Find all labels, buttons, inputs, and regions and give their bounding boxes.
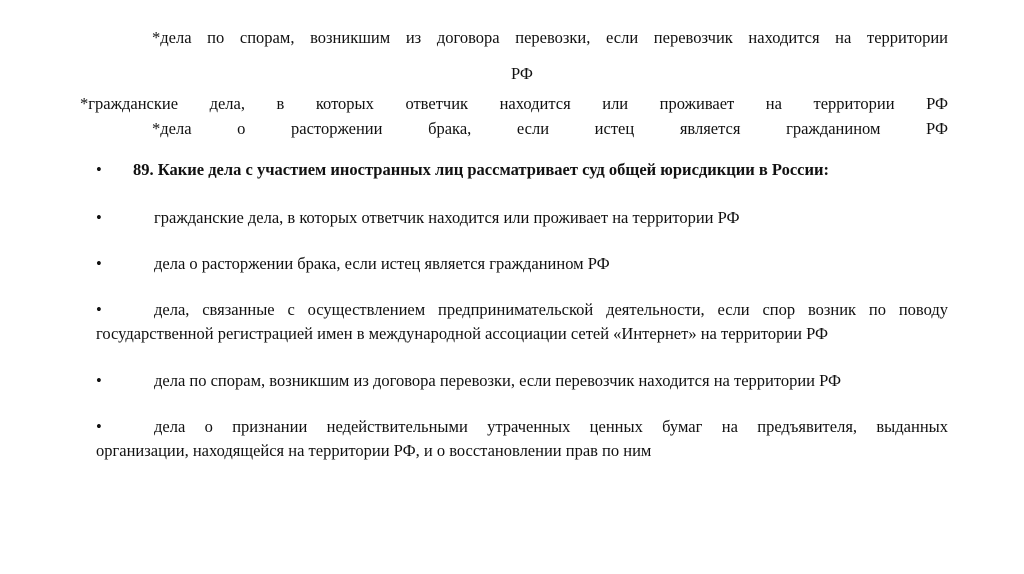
list-item-4: дела по спорам, возникшим из договора перевозки, если перевозчик находится на территории РФ: [154, 371, 842, 390]
list-item-5-line-2: организации, находящейся на территории РФ, и о восстановлении прав по ним: [96, 441, 652, 460]
list-item-1: гражданские дела, в которых ответчик находится или проживает на территории РФ: [154, 208, 740, 227]
list-item-2: дела о расторжении брака, если истец является гражданином РФ: [154, 254, 610, 273]
top-line-3: *гражданские дела, в которых ответчик находится или проживает на территории РФ: [80, 94, 948, 113]
bullet-question: •: [96, 160, 102, 179]
bullet-item-5: •: [96, 417, 102, 436]
top-line-1: *дела по спорам, возникшим из договора перевозки, если перевозчик находится на территории: [152, 28, 948, 47]
list-item-3-line-2: государственной регистрацией имен в международной ассоциации сетей «Интернет» на территории РФ: [96, 324, 829, 343]
list-item-5-line-1: дела о признании недействительными утраченных ценных бумаг на предъявителя, выданных: [154, 417, 948, 436]
bullet-item-3: •: [96, 300, 102, 319]
question-heading: 89. Какие дела с участием иностранных лиц рассматривает суд общей юрисдикции в России:: [133, 160, 830, 179]
bullet-item-1: •: [96, 208, 102, 227]
list-item-3-line-1: дела, связанные с осуществлением предпринимательской деятельности, если спор возник по поводу: [154, 300, 948, 319]
top-line-4: *дела о расторжении брака, если истец является гражданином РФ: [152, 119, 948, 138]
top-line-2: РФ: [511, 64, 533, 83]
bullet-item-4: •: [96, 371, 102, 390]
bullet-item-2: •: [96, 254, 102, 273]
